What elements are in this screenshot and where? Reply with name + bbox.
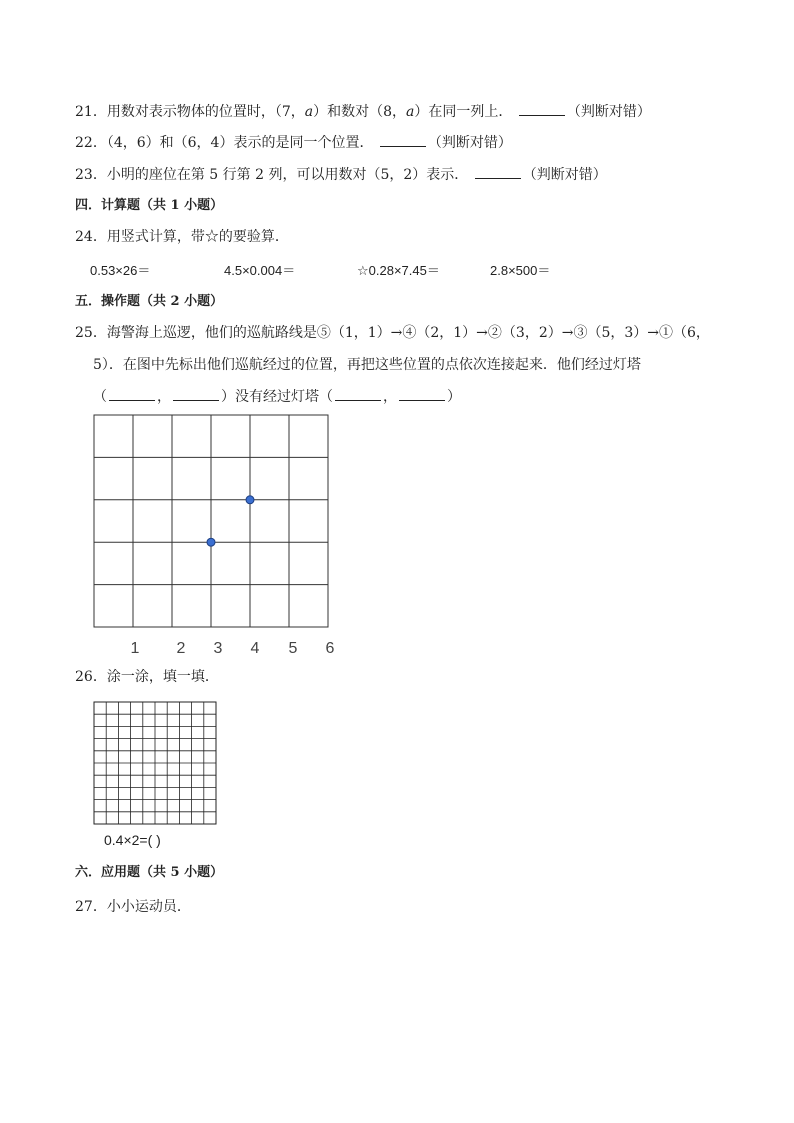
answer-blank[interactable] bbox=[173, 386, 219, 401]
coordinate-grid[interactable] bbox=[90, 412, 335, 632]
x-axis-label-5: 5 bbox=[288, 640, 298, 657]
answer-blank[interactable] bbox=[380, 132, 426, 147]
answer-blank[interactable] bbox=[519, 101, 565, 116]
calculation-2: 4.5×0.004＝ bbox=[224, 263, 296, 278]
answer-blank[interactable] bbox=[335, 386, 381, 401]
section-heading-4: 四．计算题（共 1 小题） bbox=[75, 198, 224, 213]
answer-blank[interactable] bbox=[475, 164, 521, 179]
x-axis-label-2: 2 bbox=[176, 640, 186, 657]
hundred-grid-expression: 0.4×2=( ) bbox=[104, 832, 161, 848]
question-25-line-2: 5）．在图中先标出他们巡航经过的位置，再把这些位置的点依次连接起来．他们经过灯塔 bbox=[93, 357, 641, 373]
question-27: 27．小小运动员． bbox=[75, 899, 191, 915]
x-axis-label-6: 6 bbox=[325, 640, 335, 657]
question-21: 21．用数对表示物体的位置时，（7，a）和数对（8，a）在同一列上． （判断对错） bbox=[75, 101, 651, 121]
answer-blank[interactable] bbox=[399, 386, 445, 401]
section-heading-6: 六．应用题（共 5 小题） bbox=[75, 865, 224, 880]
answer-blank[interactable] bbox=[109, 386, 155, 401]
question-25-line-1: 25．海警海上巡逻，他们的巡航路线是⑤（1，1）→④（2，1）→②（3，2）→③（5，3）→①（6， bbox=[75, 325, 710, 341]
grid-lines bbox=[94, 415, 328, 627]
question-26: 26．涂一涂，填一填． bbox=[75, 669, 219, 685]
question-25-line-3: （ ， ）没有经过灯塔（ ， ） bbox=[93, 386, 461, 406]
question-22: 22．（4，6）和（6，4）表示的是同一个位置． （判断对错） bbox=[75, 132, 512, 152]
grid-point-2 bbox=[246, 496, 254, 504]
x-axis-label-4: 4 bbox=[250, 640, 260, 657]
x-axis-label-3: 3 bbox=[213, 640, 223, 657]
calculation-3: ☆0.28×7.45＝ bbox=[357, 263, 440, 278]
hundred-square-grid[interactable] bbox=[92, 700, 218, 826]
grid-points bbox=[207, 496, 254, 546]
x-axis-label-1: 1 bbox=[130, 640, 140, 657]
question-24: 24．用竖式计算，带☆的要验算． bbox=[75, 229, 289, 245]
calculation-4: 2.8×500＝ bbox=[490, 263, 551, 278]
section-heading-5: 五．操作题（共 2 小题） bbox=[75, 294, 224, 309]
calculation-1: 0.53×26＝ bbox=[90, 263, 151, 278]
grid-point-1 bbox=[207, 538, 215, 546]
question-23: 23．小明的座位在第 5 行第 2 列，可以用数对（5，2）表示． （判断对错） bbox=[75, 164, 607, 184]
